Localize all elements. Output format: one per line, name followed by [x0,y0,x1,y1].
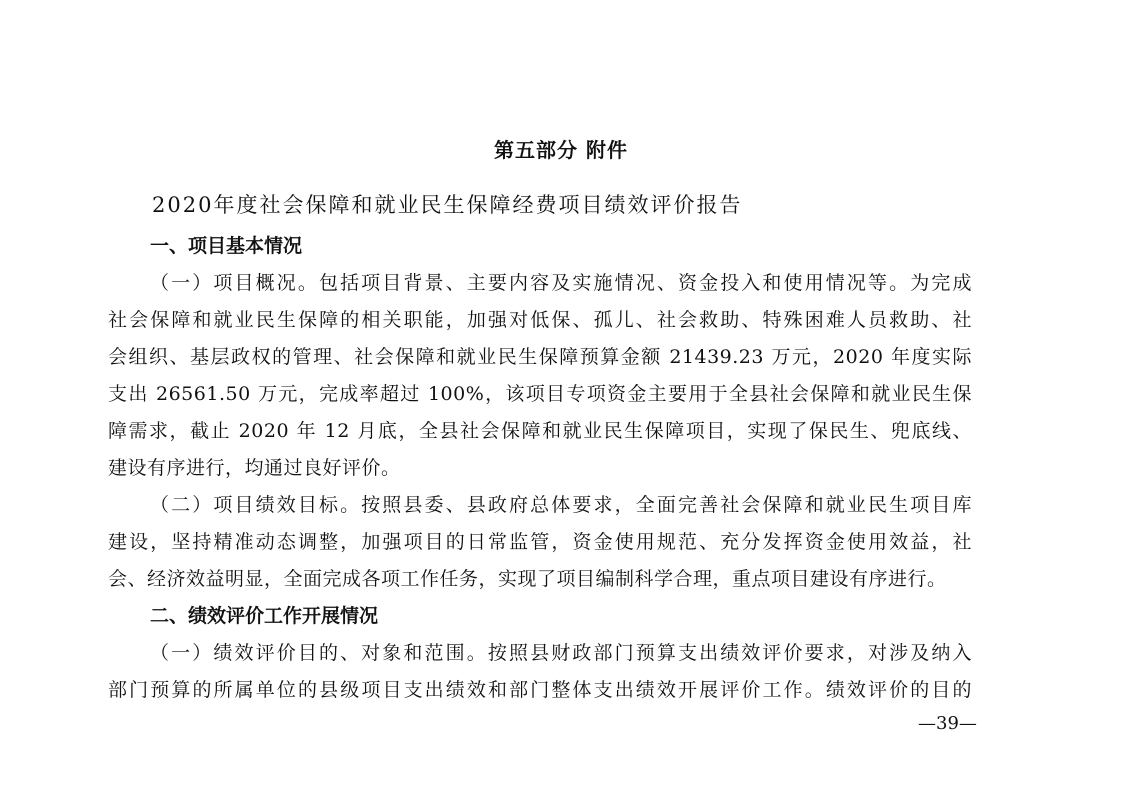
text-line: 障需求，截止 2020 年 12 月底，全县社会保障和就业民生保障项目，实现了保民生、兜底线、 [108,420,972,442]
section-heading: 一、项目基本情况 [150,235,303,257]
paragraph-evaluation-scope [108,635,972,709]
part-title: 第五部分 附件 [494,138,628,162]
report-body [108,228,972,709]
text-line: （一）绩效评价目的、对象和范围。按照县财政部门预算支出绩效评价要求，对涉及纳入 [150,642,972,664]
text-line: 建设有序进行，均通过良好评价。 [108,457,401,479]
text-line: （二）项目绩效目标。按照县委、县政府总体要求，全面完善社会保障和就业民生项目库 [150,494,972,516]
text-line: 社会保障和就业民生保障的相关职能，加强对低保、孤儿、社会救助、特殊困难人员救助、社 [108,309,972,331]
report-title: 2020年度社会保障和就业民生保障经费项目绩效评价报告 [152,193,743,217]
paragraph-project-overview [108,265,972,487]
page-number: —39— [918,713,977,734]
text-line: 支出 26561.50 万元，完成率超过 100%，该项目专项资金主要用于全县社会保障和就业民生保 [108,383,972,405]
text-line: （一）项目概况。包括项目背景、主要内容及实施情况、资金投入和使用情况等。为完成 [150,272,972,294]
text-line: 会组织、基层政权的管理、社会保障和就业民生保障预算金额 21439.23 万元，2020 年度实际 [108,346,972,368]
paragraph-performance-goals [108,487,972,598]
text-line: 会、经济效益明显，全面完成各项工作任务，实现了项目编制科学合理，重点项目建设有序进行。 [108,568,947,590]
text-line: 部门预算的所属单位的县级项目支出绩效和部门整体支出绩效开展评价工作。绩效评价的目的 [108,679,972,701]
section-heading: 二、绩效评价工作开展情况 [150,605,379,627]
text-line: 建设，坚持精准动态调整，加强项目的日常监管，资金使用规范、充分发挥资金使用效益，社 [108,531,972,553]
